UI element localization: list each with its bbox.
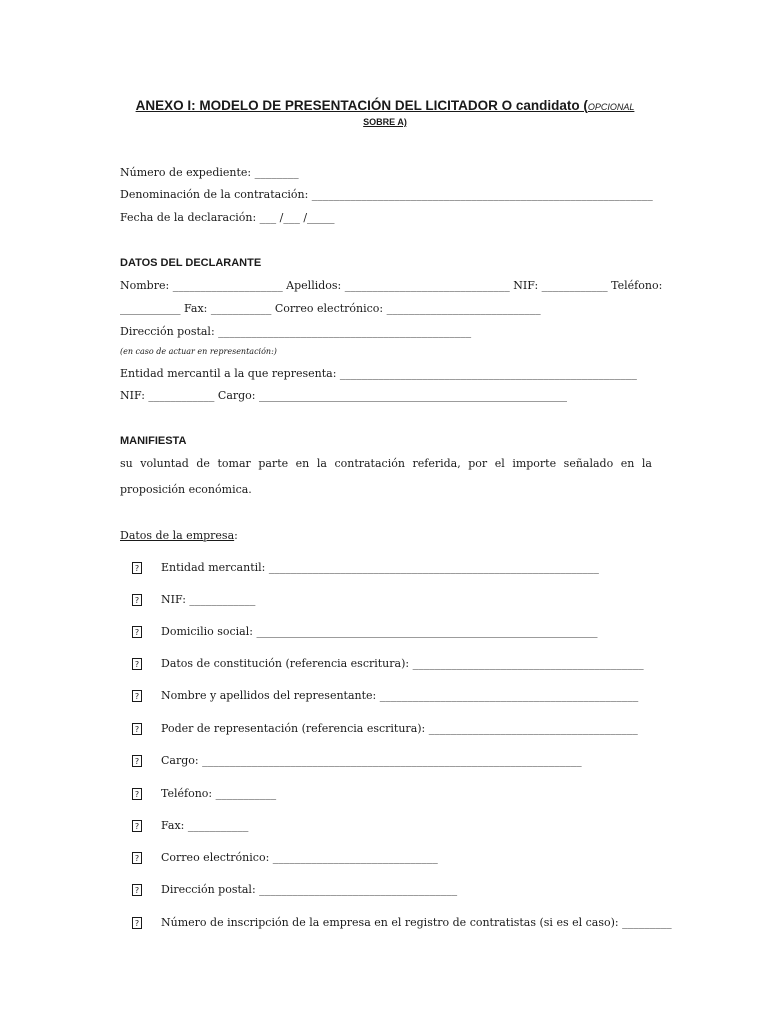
- datos-empresa-label: [120, 529, 238, 543]
- checkbox-placeholder-icon[interactable]: ?: [132, 658, 142, 670]
- empresa-item-label: Cargo: _____________________________________________________________________: [161, 754, 582, 767]
- empresa-list-item: [132, 916, 672, 930]
- empresa-item-label: Teléfono: ___________: [161, 787, 277, 800]
- empresa-item-label: Datos de constitución (referencia escritura): __________________________________________: [161, 657, 644, 670]
- declarante-row-nombre: Nombre: ____________________ Apellidos: ______________________________ NIF: ____________ Teléfono:: [120, 279, 663, 292]
- document-subtitle: SOBRE A): [363, 117, 407, 127]
- empresa-item-label: Nombre y apellidos del representante: _______________________________________________: [161, 689, 639, 702]
- checkbox-placeholder-icon[interactable]: ?: [132, 755, 142, 767]
- empresa-item-label: Correo electrónico: ______________________________: [161, 851, 438, 864]
- declarante-direccion: Dirección postal: ______________________________________________: [120, 325, 472, 338]
- empresa-list-item: [132, 625, 597, 639]
- empresa-item-label: NIF: ____________: [161, 593, 256, 606]
- fecha-declaracion: Fecha de la declaración: ___ /___ /_____: [120, 211, 335, 224]
- checkbox-placeholder-icon[interactable]: ?: [132, 917, 142, 929]
- empresa-item-label: Fax: ___________: [161, 819, 249, 832]
- title-small-text: OPCIONAL: [587, 102, 635, 112]
- nif-cargo: NIF: ____________ Cargo: ________________________________________________________: [120, 389, 568, 402]
- empresa-list-item: [132, 819, 248, 833]
- declarante-row-fax: ___________ Fax: ___________ Correo electrónico: ____________________________: [120, 302, 541, 315]
- empresa-list-item: [132, 657, 644, 671]
- representacion-note: (en caso de actuar en representación:): [120, 347, 277, 356]
- checkbox-placeholder-icon[interactable]: ?: [132, 594, 142, 606]
- empresa-item-label: Entidad mercantil: ____________________________________________________________: [161, 561, 599, 574]
- document-title: [120, 96, 650, 117]
- empresa-list-item: [132, 689, 638, 703]
- title-main-text: ANEXO I: MODELO DE PRESENTACIÓN DEL LICITADOR O candidato (: [135, 98, 588, 113]
- checkbox-placeholder-icon[interactable]: ?: [132, 884, 142, 896]
- manifiesta-text: su voluntad de tomar parte en la contratación referida, por el importe señalado en la proposición económica.: [120, 457, 652, 496]
- empresa-list-item: [132, 593, 255, 607]
- empresa-item-label: Domicilio social: ______________________________________________________________: [161, 625, 598, 638]
- manifiesta-heading: MANIFIESTA: [120, 435, 187, 447]
- checkbox-placeholder-icon[interactable]: ?: [132, 562, 142, 574]
- checkbox-placeholder-icon[interactable]: ?: [132, 690, 142, 702]
- empresa-item-label: Poder de representación (referencia escritura): ______________________________________: [161, 722, 638, 735]
- checkbox-placeholder-icon[interactable]: ?: [132, 723, 142, 735]
- empresa-list-item: [132, 851, 438, 865]
- datos-empresa-colon: :: [234, 529, 238, 542]
- entidad-representada: Entidad mercantil a la que representa: ______________________________________________________: [120, 367, 637, 380]
- numero-expediente: Número de expediente: ________: [120, 166, 299, 179]
- declarante-heading: DATOS DEL DECLARANTE: [120, 257, 262, 269]
- empresa-list-item: [132, 722, 638, 736]
- checkbox-placeholder-icon[interactable]: ?: [132, 852, 142, 864]
- checkbox-placeholder-icon[interactable]: ?: [132, 820, 142, 832]
- checkbox-placeholder-icon[interactable]: ?: [132, 626, 142, 638]
- datos-empresa-label-text: Datos de la empresa: [120, 529, 235, 542]
- empresa-list-item: [132, 787, 276, 801]
- checkbox-placeholder-icon[interactable]: ?: [132, 788, 142, 800]
- empresa-item-label: Dirección postal: ____________________________________: [161, 883, 458, 896]
- empresa-list-item: [132, 561, 599, 575]
- empresa-list-item: [132, 883, 457, 897]
- empresa-item-label: Número de inscripción de la empresa en el registro de contratistas (si es el caso): _________: [161, 916, 672, 929]
- empresa-list-item: [132, 754, 582, 768]
- denominacion-contratacion: Denominación de la contratación: ______________________________________________________________: [120, 188, 653, 201]
